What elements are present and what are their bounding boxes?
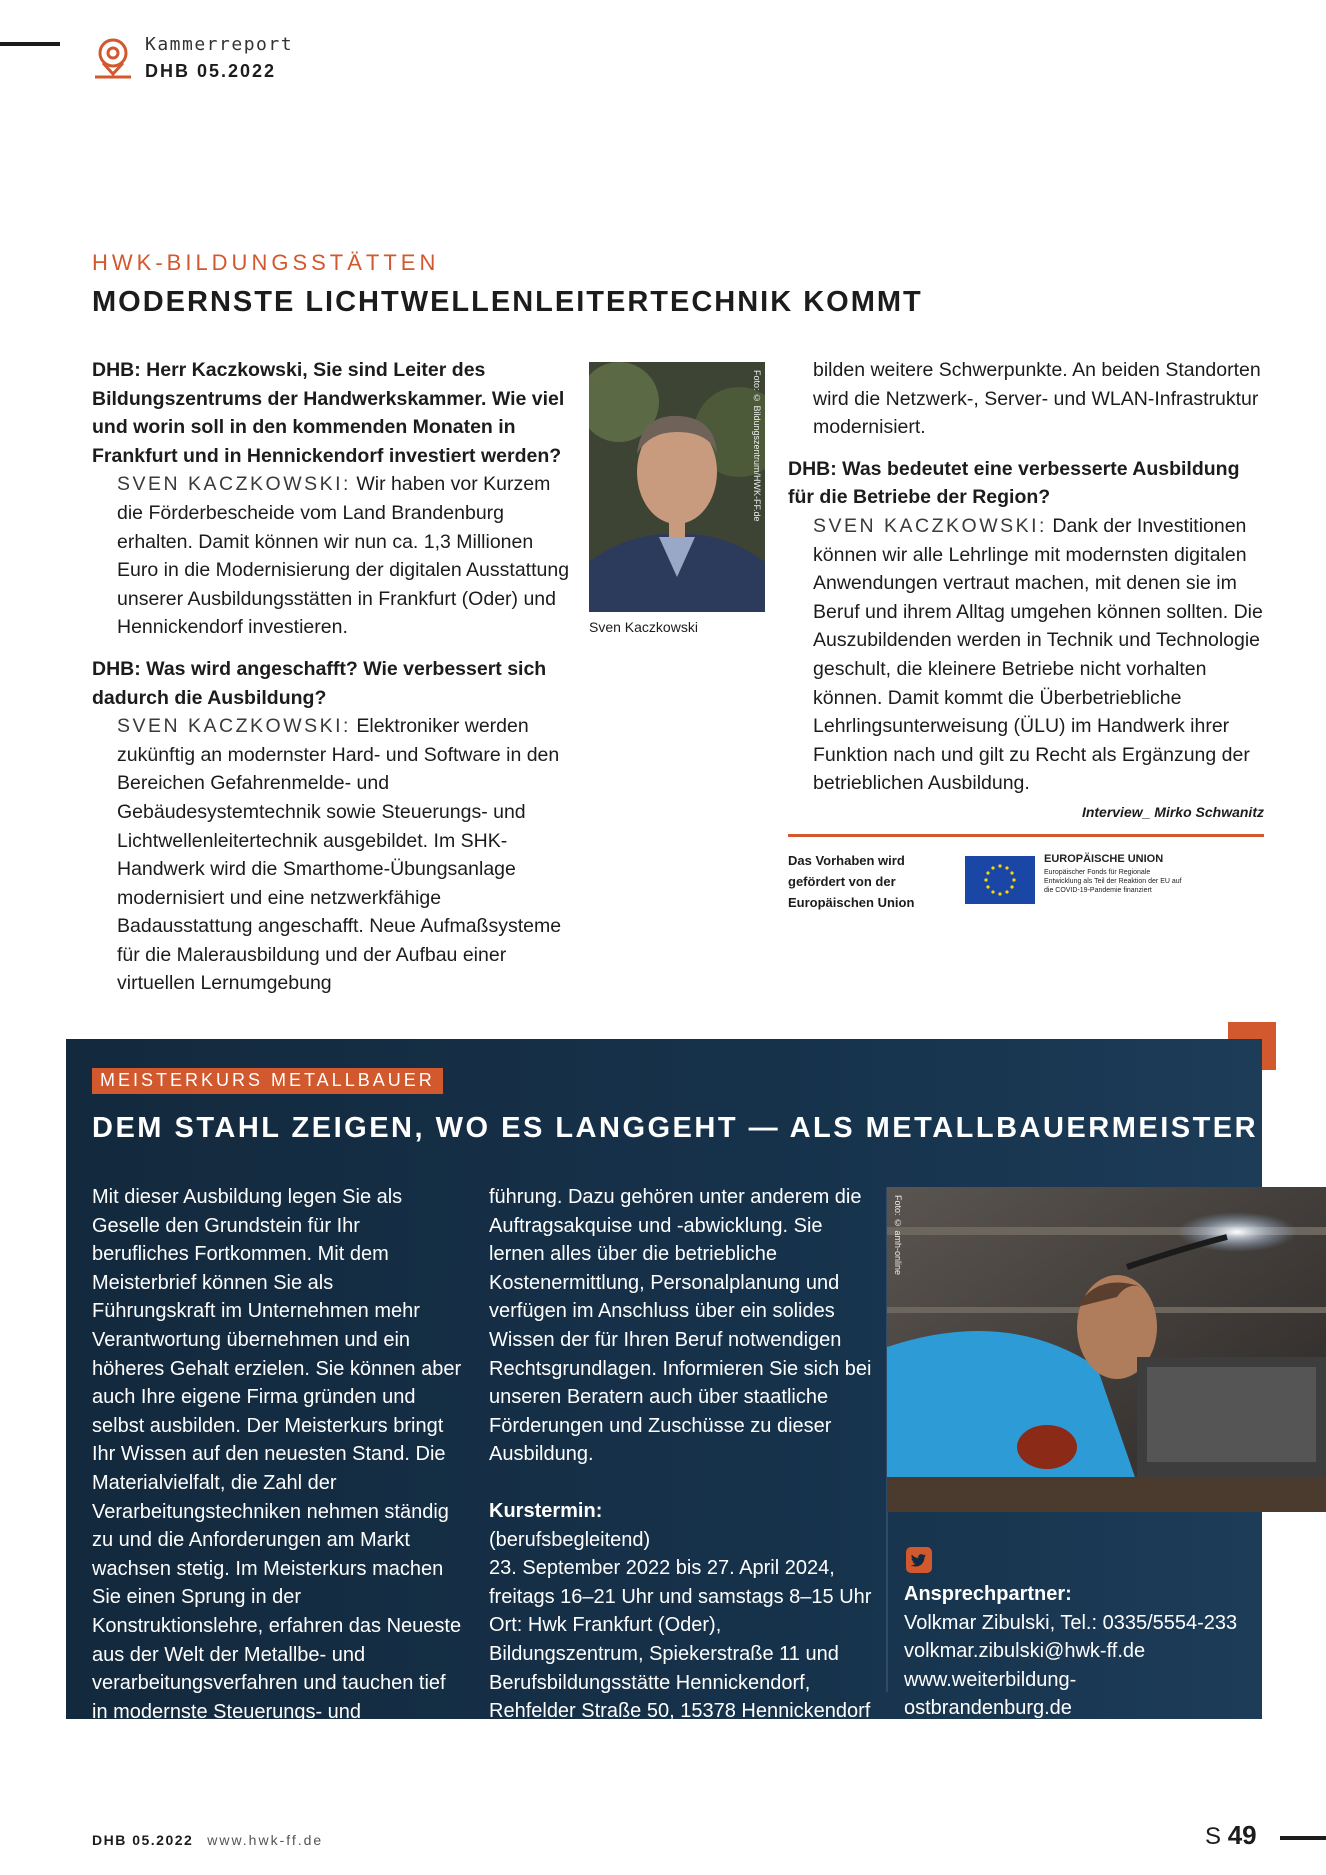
course-line: Rehfelder Straße 50, 15378 Hennickendorf [489, 1700, 871, 1723]
article2-column-2 [489, 1183, 874, 1726]
twitter-bird-glyph [906, 1547, 932, 1573]
eu-label: EUROPÄISCHE UNION [1044, 853, 1164, 865]
answer-speaker: SVEN KACZKOWSKI: [813, 514, 1047, 537]
issue-label: DHB 05.2022 [145, 61, 277, 81]
course-line: Ort: Hwk Frankfurt (Oder), [489, 1614, 722, 1637]
contact-block [904, 1580, 1244, 1723]
page-number [1205, 1820, 1257, 1851]
article2-text-2: führung. Dazu gehören unter anderem die Auftragsakquise und -abwicklung. Sie lernen alles über die betriebliche Kostenermittlung, Personalplanung und verfügen im Anschluss über ein solides Wissen der für Ihren Beruf notwendigen Rechtsgrundlagen. Informieren Sie sich bei unseren Beratern auch über staatliche Förderungen und Zuschüsse zu dieser Ausbildung. [489, 1186, 872, 1466]
article1-headline: MODERNSTE LICHTWELLENLEITERTECHNIK KOMMT [92, 286, 923, 318]
contact-label: Ansprechpartner: [904, 1583, 1072, 1605]
portrait-photo [589, 362, 765, 612]
footer-issue: DHB 05.2022 [92, 1832, 194, 1848]
question-2: DHB: Was wird angeschafft? Wie verbessert sich dadurch die Ausbildung? [92, 657, 547, 709]
photo-credit: Foto: © amh-online [893, 1195, 903, 1276]
location-pin-icon [92, 36, 134, 80]
question-1: DHB: Herr Kaczkowski, Sie sind Leiter des Bildungszentrums der Handwerkskammer. Wie viel und worin soll in den kommenden Monaten in Frankfurt und in Hennickendorf investiert werden? [92, 359, 565, 467]
question-3: DHB: Was bedeutet eine verbesserte Ausbildung für die Betriebe der Region? [788, 457, 1240, 509]
article1-kicker: HWK-BILDUNGSSTÄTTEN [92, 250, 440, 275]
answer-3 [788, 512, 1264, 798]
eu-sublabel: Europäischer Fonds für Regionale Entwicklung als Teil der Reaktion der EU auf die COVID-19-Pandemie finanziert [1044, 869, 1182, 894]
course-line: Berufsbildungsstätte Hennickendorf, [489, 1671, 811, 1694]
eu-flag-icon [965, 856, 1035, 904]
answer-speaker: SVEN KACZKOWSKI: [117, 473, 351, 496]
answer-2-continued: bilden weitere Schwerpunkte. An beiden Standorten wird die Netzwerk-, Server- und WLAN-Infrastruktur modernisiert. [813, 359, 1261, 439]
article2-column-1 [92, 1183, 462, 1812]
welder-photo [887, 1187, 1326, 1512]
page-prefix: S [1205, 1823, 1222, 1850]
page-number-value: 49 [1227, 1820, 1257, 1850]
course-line: freitags 16–21 Uhr und samstags 8–15 Uhr [489, 1585, 872, 1608]
answer-speaker: SVEN KACZKOWSKI: [117, 715, 351, 738]
twitter-icon[interactable] [906, 1547, 932, 1573]
article1-column-1 [92, 356, 570, 998]
article2-headline: DEM STAHL ZEIGEN, WO ES LANGGEHT — ALS METALLBAUERMEISTER [92, 1112, 1259, 1144]
photo-credit: Foto: © Bildungszentrum/HWK-FF.de [752, 370, 762, 522]
portrait-illustration [589, 362, 765, 612]
footer-rule [1280, 1836, 1326, 1840]
interview-signature: Interview_ Mirko Schwanitz [1081, 803, 1264, 820]
article2-text-1: Mit dieser Ausbildung legen Sie als Geselle den Grundstein für Ihr berufliches Fortkommen. Mit dem Meisterbrief können Sie als Führungskraft im Unternehmen mehr Verantwortung übernehmen und ein höheres Gehalt erzielen. Sie können aber auch Ihre eigene Firma gründen und selbst ausbilden. Der Meisterkurs bringt Ihr Wissen auf den neuesten Stand. Die Materialvielfalt, die Zahl der Verarbeitungstechniken nehmen ständig zu und die Anforderungen am Markt wachsen stetig. Im Meisterkurs machen Sie einen Sprung in der Konstruktionslehre, erfahren das Neueste aus der Welt der Metallbe- und verarbeitungsverfahren und tauchen tief in modernste Steuerungs- und Messtechniken ein. Gleichzeitig werden Sie fit gemacht in allen Belangen der Betriebs- [92, 1186, 462, 1809]
answer-text: Elektroniker werden zukünftig an modernster Hard- und Software in den Bereichen Gefahrenmelde- und Gebäudesystemtechnik sowie Steuerungs- und Lichtwellenleitertechnik ausgebildet. Im SHK-Handwerk wird die Smarthome-Übungsanlage modernisiert und eine netzwerkfähige Badausstattung angeschafft. Neue Aufmaßsysteme für die Malerausbildung und der Aufbau einer virtuellen Lernumgebung [117, 715, 562, 995]
answer-text: Wir haben vor Kurzem die Förderbescheide vom Land Brandenburg erhalten. Damit können wir nun ca. 1,3 Millionen Euro in die Modernisierung der digitalen Ausstattung unserer Ausbildungsstätten in Frankfurt (Oder) und Hennickendorf investieren. [117, 473, 570, 639]
footer-url[interactable]: www.hwk-ff.de [207, 1832, 324, 1848]
section-label: Kammerreport [145, 34, 294, 55]
course-line: (berufsbegleitend) [489, 1528, 651, 1551]
contact-email[interactable]: volkmar.zibulski@hwk-ff.de [904, 1640, 1146, 1663]
contact-website[interactable]: www.weiterbildung-ostbrandenburg.de [904, 1668, 1077, 1720]
eu-divider [788, 834, 1264, 837]
answer-text: Dank der Investitionen können wir alle Lehrlinge mit modernsten digitalen Anwendungen vertraut machen, mit denen sie im Beruf und ihrem Alltag umgehen können sollten. Die Auszubildenden werden in Technik und Technologie geschult, die kleinere Betriebe nicht vorhalten können. Damit kommt die Überbetriebliche Lehrlingsunterweisung (ÜLU) im Handwerk ihrer Funktion nach und gilt zu Recht als Ergänzung der betrieblichen Ausbildung. [813, 514, 1263, 795]
answer-2 [92, 712, 570, 998]
course-label: Kurstermin: [489, 1499, 603, 1522]
course-line: 23. September 2022 bis 27. April 2024, [489, 1557, 835, 1580]
footer-left [92, 1832, 323, 1848]
header-rule [0, 42, 60, 46]
answer-1 [92, 470, 570, 642]
eu-funding-note: Das Vorhaben wird gefördert von der Europäischen Union [788, 853, 915, 910]
article1-column-2 [788, 356, 1264, 827]
photo-caption: Sven Kaczkowski [589, 619, 698, 635]
contact-name-phone: Volkmar Zibulski, Tel.: 0335/5554-233 [904, 1611, 1238, 1634]
course-line: Bildungszentrum, Spiekerstraße 11 und [489, 1642, 839, 1665]
article2-kicker: MEISTERKURS METALLBAUER [92, 1068, 443, 1094]
welder-illustration [887, 1187, 1326, 1512]
